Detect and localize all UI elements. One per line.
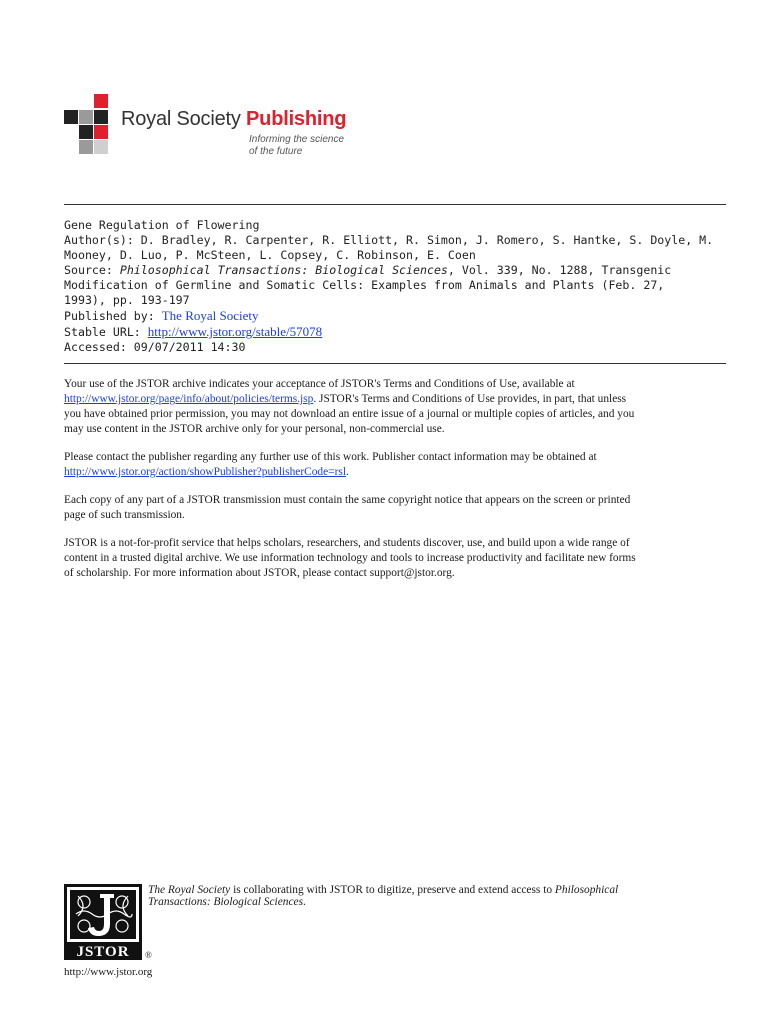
logo-brand-text: [121, 108, 346, 131]
logo-brand-publishing: Publishing: [246, 108, 347, 130]
jstor-logo-text: JSTOR: [76, 944, 130, 960]
terms-p4-line-1: JSTOR is a not-for-profit service that helps scholars, researchers, and students discover, use, and build upon a wide range of: [64, 537, 630, 549]
logo-tagline-line-1: Informing the science: [249, 134, 345, 145]
terms-p1-line-3: you have obtained prior permission, you may not download an entire issue of a journal or multiple copies of articles, and you: [64, 408, 635, 420]
article-source-line-2: Modification of Germline and Somatic Cells: Examples from Animals and Plants (Feb. 27,: [64, 278, 665, 292]
terms-p1-line-1: Your use of the JSTOR archive indicates your acceptance of JSTOR's Terms and Conditions of Use, available at: [64, 378, 575, 390]
article-authors-line-2: Mooney, D. Luo, P. McSteen, L. Copsey, C. Robinson, E. Coen: [64, 248, 476, 262]
terms-p2-end: .: [346, 466, 349, 478]
logo-tagline-line-2: of the future: [249, 146, 303, 157]
accessed-date: Accessed: 09/07/2011 14:30: [64, 340, 246, 354]
article-metadata: [64, 218, 726, 355]
published-by: [64, 308, 726, 324]
royal-society-publishing-logo: [64, 94, 364, 184]
terms-paragraph-2: [64, 450, 726, 480]
terms-p2-line-1: Please contact the publisher regarding any further use of this work. Publisher contact information may be obtained at: [64, 451, 597, 463]
terms-body: [64, 377, 726, 594]
jstor-url[interactable]: http://www.jstor.org: [64, 966, 153, 978]
source-volume: , Vol. 339, No. 1288, Transgenic: [447, 263, 672, 277]
jstor-registered-mark: ®: [145, 950, 152, 960]
article-source-line-3: 1993), pp. 193-197: [64, 293, 190, 307]
terms-link[interactable]: http://www.jstor.org/page/info/about/policies/terms.jsp: [64, 393, 314, 405]
collab-journal-2: Transactions: Biological Sciences: [148, 896, 304, 908]
stable-url-link[interactable]: http://www.jstor.org/stable/57078: [147, 324, 323, 339]
terms-p3-line-2: page of such transmission.: [64, 509, 185, 521]
terms-p4-line-3: of scholarship. For more information about JSTOR, please contact support@jstor.org.: [64, 567, 455, 579]
published-label: Published by:: [64, 309, 162, 323]
stable-url-label: Stable URL:: [64, 325, 148, 339]
article-authors-line-1: Author(s): D. Bradley, R. Carpenter, R. Elliott, R. Simon, J. Romero, S. Hantke, S. Doyle, M.: [64, 233, 714, 247]
collab-society: The Royal Society: [148, 884, 231, 896]
terms-p1-line-4: may use content in the JSTOR archive only for your personal, non-commercial use.: [64, 423, 445, 435]
collaboration-note: [148, 884, 726, 908]
terms-p1-line-2: . JSTOR's Terms and Conditions of Use provides, in part, that unless: [313, 393, 627, 405]
logo-mark-icon: [64, 94, 120, 158]
terms-p4-line-2: content in a trusted digital archive. We use information technology and tools to increase productivity and facilitate new forms: [64, 552, 636, 564]
source-journal: Philosophical Transactions: Biological Sciences: [119, 263, 448, 277]
collab-text: is collaborating with JSTOR to digitize, preserve and extend access to: [230, 884, 555, 896]
logo-brand-royal-society: Royal Society: [121, 108, 247, 130]
terms-paragraph-4: [64, 536, 726, 581]
article-source-line-1: [64, 263, 726, 278]
jstor-ornament-icon: [64, 884, 142, 960]
source-label: Source:: [64, 263, 120, 277]
top-divider: [64, 204, 726, 205]
terms-p3-line-1: Each copy of any part of a JSTOR transmission must contain the same copyright notice that appears on the screen or printed: [64, 494, 631, 506]
jstor-logo: [64, 884, 142, 960]
terms-paragraph-1: [64, 377, 726, 437]
terms-paragraph-3: [64, 493, 726, 523]
publisher-contact-link[interactable]: http://www.jstor.org/action/showPublisher?publisherCode=rsl: [64, 466, 346, 478]
collab-end: .: [303, 896, 306, 908]
logo-tagline: [249, 134, 344, 158]
publisher-link[interactable]: The Royal Society: [161, 308, 259, 323]
stable-url: [64, 324, 726, 340]
collab-journal-1: Philosophical: [554, 884, 619, 896]
bottom-divider: [64, 363, 726, 364]
article-title: Gene Regulation of Flowering: [64, 218, 260, 232]
